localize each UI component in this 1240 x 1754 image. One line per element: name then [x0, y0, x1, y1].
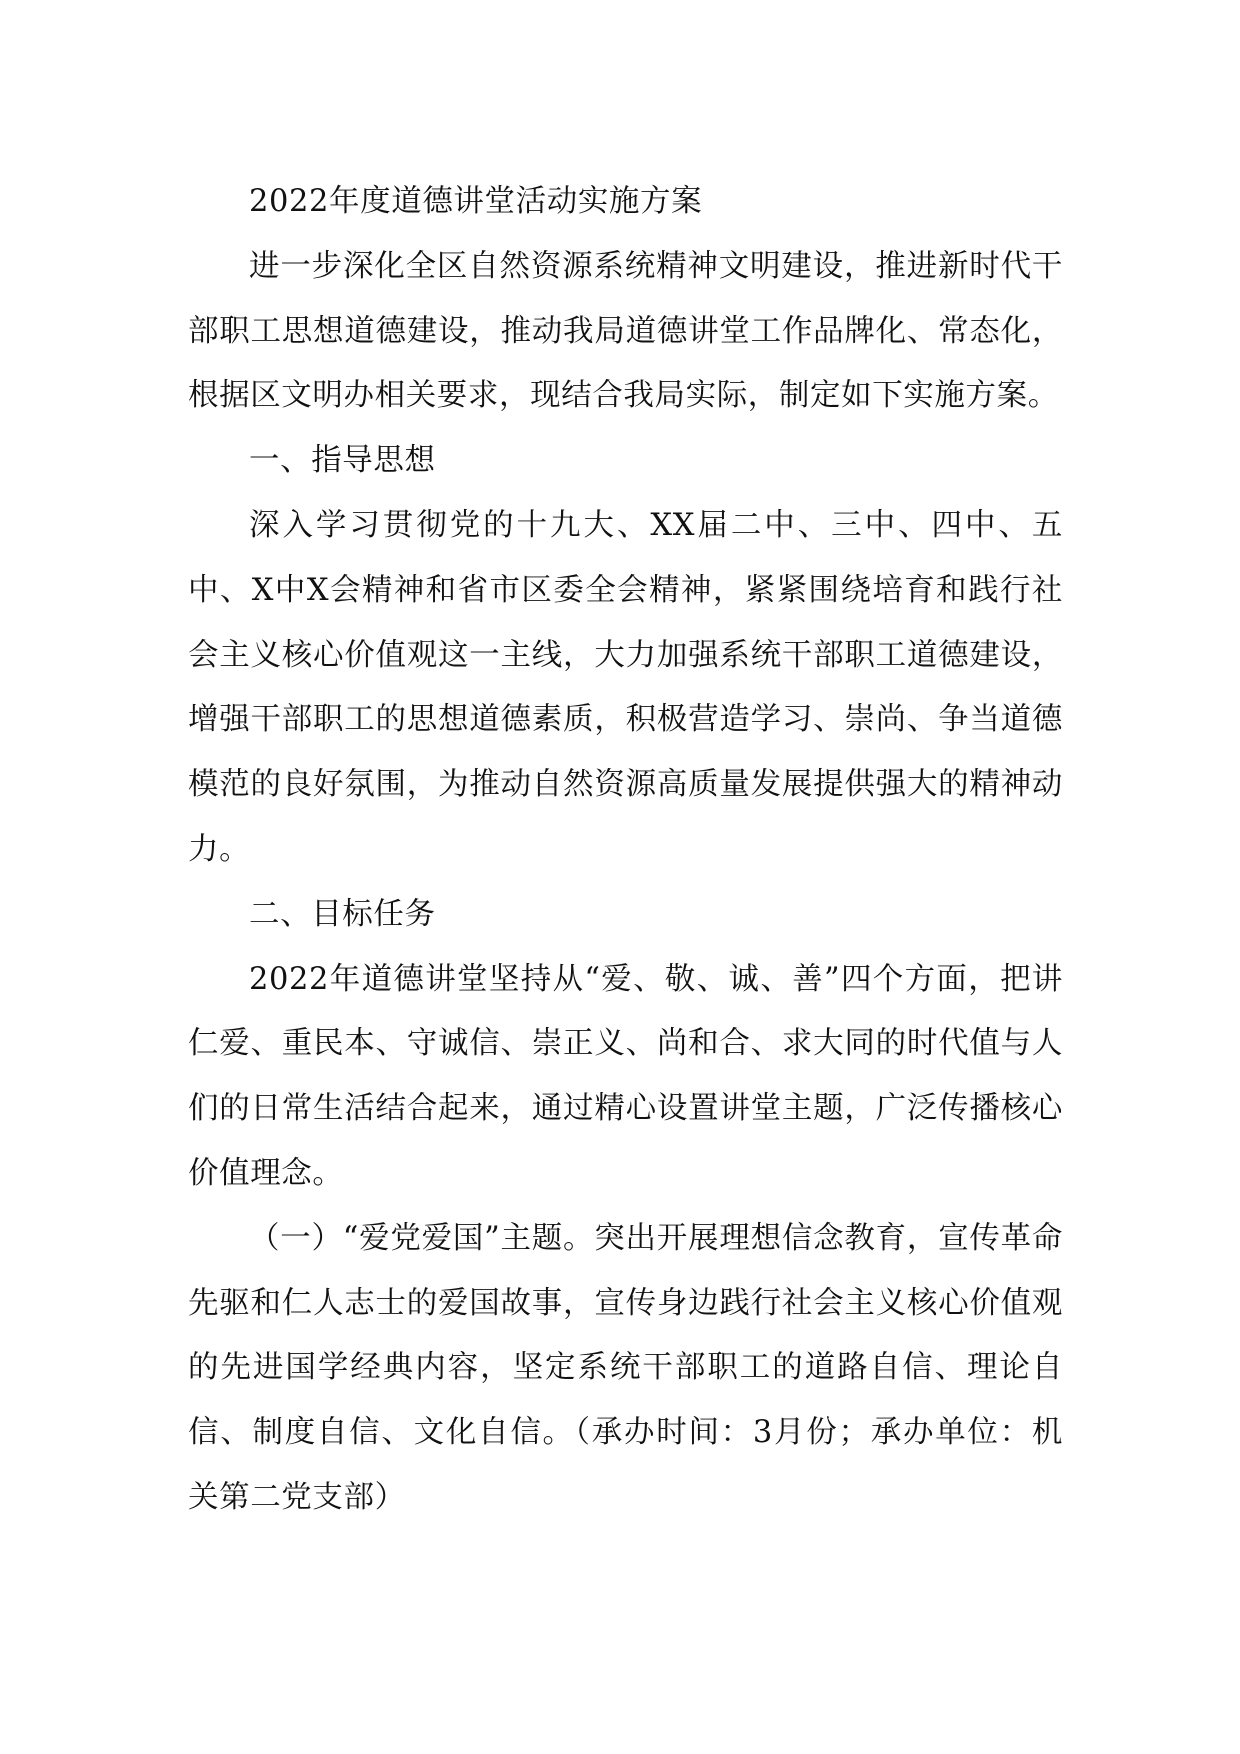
- section-heading-goals-tasks: 二、目标任务: [249, 896, 436, 932]
- intro-paragraph: 进一步深化全区自然资源系统精神文明建设，推进新时代干部职工思想道德建设，推动我局道德讲堂工作品牌化、常态化，根据区文明办相关要求，现结合我局实际，制定如下实施方案。: [188, 248, 1063, 414]
- document-title: 2022年度道德讲堂活动实施方案: [249, 184, 703, 219]
- item-love-party-country: （一）“爱党爱国”主题。突出开展理想信念教育，宣传革命先驱和仁人志士的爱国故事，宣传身边践行社会主义核心价值观的先进国学经典内容，坚定系统干部职工的道路自信、理论自信、制度自信、文化自信。（承办时间：3月份；承办单位：机关第二党支部）: [188, 1220, 1063, 1515]
- guiding-ideology-paragraph: 深入学习贯彻党的十九大、XX届二中、三中、四中、五中、X中X会精神和省市区委全会精神，紧紧围绕培育和践行社会主义核心价值观这一主线，大力加强系统干部职工道德建设，增强干部职工的思想道德素质，积极营造学习、崇尚、争当道德模范的良好氛围，为推动自然资源高质量发展提供强大的精神动力。: [188, 507, 1063, 867]
- goals-tasks-paragraph: 2022年道德讲堂坚持从“爱、敬、诚、善”四个方面，把讲仁爱、重民本、守诚信、崇正义、尚和合、求大同的时代值与人们的日常生活结合起来，通过精心设置讲堂主题，广泛传播核心价值理念。: [188, 961, 1063, 1191]
- document-page: [188, 170, 1063, 1531]
- section-heading-guiding-ideology: 一、指导思想: [249, 443, 436, 479]
